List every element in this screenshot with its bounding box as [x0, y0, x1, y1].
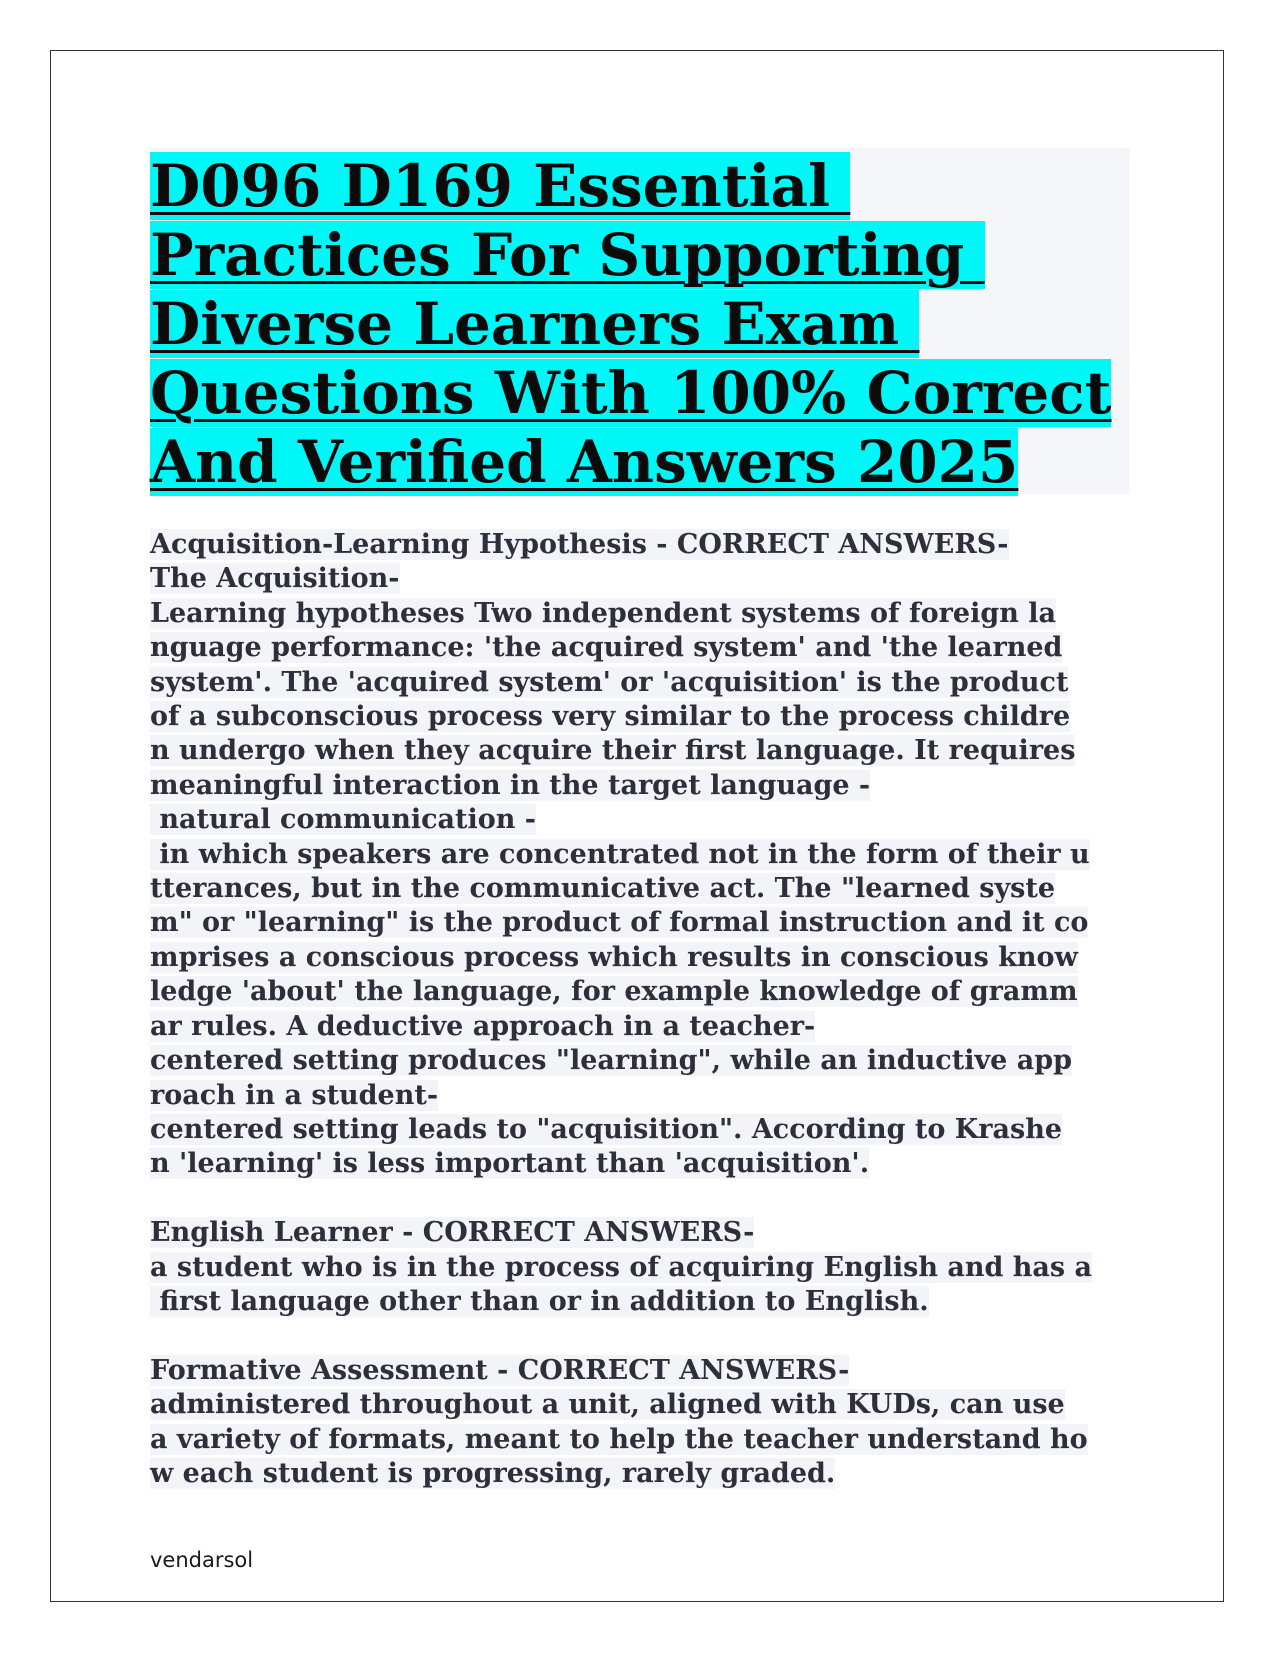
paragraph-line: a student who is in the process of acquiring English and has a: [150, 1251, 1092, 1283]
document-body: [150, 528, 1140, 1526]
paragraph-line: ar rules. A deductive approach in a teacher-: [150, 1010, 816, 1042]
title-line: And Verified Answers 2025: [150, 428, 1019, 496]
qa-paragraph: [150, 528, 1140, 1182]
title-line: Diverse Learners Exam: [150, 290, 920, 358]
title-line: Questions With 100% Correct: [150, 359, 1112, 427]
paragraph-line: Acquisition-Learning Hypothesis - CORRECT ANSWERS-: [150, 529, 1009, 560]
paragraph-line: roach in a student-: [150, 1079, 439, 1111]
paragraph-line: tterances, but in the communicative act. The "learned syste: [150, 873, 1056, 905]
paragraph-line: mprises a conscious process which results in conscious know: [150, 941, 1078, 973]
paragraph-line: The Acquisition-: [150, 563, 400, 595]
paragraph-line: Learning hypotheses Two independent systems of foreign la: [150, 597, 1056, 629]
title-line: D096 D169 Essential: [150, 152, 851, 220]
paragraph-line: system'. The 'acquired system' or 'acquisition' is the product: [150, 666, 1069, 698]
title-line: Practices For Supporting: [150, 221, 985, 289]
paragraph-line: centered setting leads to "acquisition". According to Krashe: [150, 1113, 1063, 1145]
paragraph-line: first language other than or in addition to English.: [150, 1285, 929, 1317]
footer-watermark: vendarsol: [150, 1548, 254, 1572]
paragraph-line: in which speakers are concentrated not in the form of their u: [150, 838, 1090, 870]
paragraph-line: administered throughout a unit, aligned with KUDs, can use: [150, 1389, 1065, 1421]
paragraph-line: centered setting produces "learning", while an inductive app: [150, 1045, 1072, 1077]
paragraph-line: n 'learning' is less important than 'acquisition'.: [150, 1148, 870, 1180]
paragraph-line: a variety of formats, meant to help the teacher understand ho: [150, 1423, 1088, 1455]
paragraph-line: of a subconscious process very similar to the process childre: [150, 701, 1071, 733]
paragraph-line: Formative Assessment - CORRECT ANSWERS-: [150, 1354, 850, 1386]
paragraph-line: w each student is progressing, rarely graded.: [150, 1457, 836, 1489]
paragraph-line: natural communication -: [150, 804, 537, 836]
paragraph-line: nguage performance: 'the acquired system' and 'the learned: [150, 632, 1063, 664]
paragraph-line: English Learner - CORRECT ANSWERS-: [150, 1217, 755, 1249]
paragraph-line: n undergo when they acquire their first language. It requires: [150, 735, 1076, 767]
paragraph-line: meaningful interaction in the target language -: [150, 769, 871, 801]
qa-paragraph: [150, 1354, 1140, 1492]
document-title: [150, 152, 1140, 497]
paragraph-line: ledge 'about' the language, for example knowledge of gramm: [150, 976, 1078, 1008]
paragraph-line: m" or "learning" is the product of formal instruction and it co: [150, 907, 1089, 939]
qa-paragraph: [150, 1216, 1140, 1319]
